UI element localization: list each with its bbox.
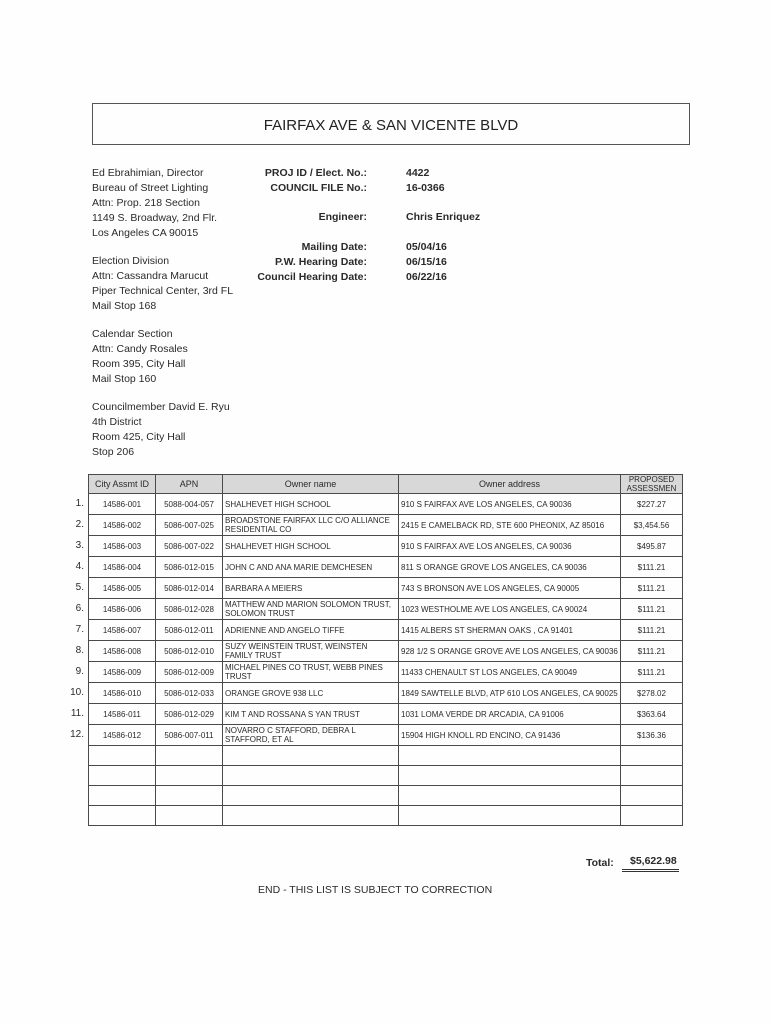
- pw-hearing-label: P.W. Hearing Date:: [275, 256, 367, 268]
- council-hearing-label: Council Hearing Date:: [257, 271, 367, 283]
- cell-apn: 5086-012-009: [156, 662, 223, 683]
- address-line: Room 395, City Hall: [92, 358, 186, 370]
- cell-owner-name: NOVARRO C STAFFORD, DEBRA L STAFFORD, ET AL: [223, 725, 399, 746]
- empty-cell: [223, 766, 399, 786]
- address-line: Councilmember David E. Ryu: [92, 401, 230, 413]
- cell-owner-name: BROADSTONE FAIRFAX LLC C/O ALLIANCE RESIDENTIAL CO: [223, 515, 399, 536]
- cell-city-assmt-id: 14586-002: [89, 515, 156, 536]
- cell-owner-address: 910 S FAIRFAX AVE LOS ANGELES, CA 90036: [399, 536, 621, 557]
- table-row: [89, 515, 683, 536]
- address-line: Los Angeles CA 90015: [92, 227, 199, 239]
- cell-proposed-assessment: $111.21: [621, 641, 683, 662]
- cell-owner-address: 1023 WESTHOLME AVE LOS ANGELES, CA 90024: [399, 599, 621, 620]
- empty-cell: [621, 766, 683, 786]
- address-line: Calendar Section: [92, 328, 173, 340]
- empty-cell: [89, 806, 156, 826]
- cell-city-assmt-id: 14586-007: [89, 620, 156, 641]
- project-values-dates: [406, 240, 447, 285]
- empty-cell: [399, 806, 621, 826]
- cell-proposed-assessment: $227.27: [621, 494, 683, 515]
- total-value: $5,622.98: [622, 855, 679, 872]
- empty-cell: [399, 786, 621, 806]
- cell-city-assmt-id: 14586-005: [89, 578, 156, 599]
- table-row: [89, 725, 683, 746]
- address-line: 4th District: [92, 416, 142, 428]
- empty-cell: [621, 746, 683, 766]
- cell-owner-address: 11433 CHENAULT ST LOS ANGELES, CA 90049: [399, 662, 621, 683]
- empty-cell: [89, 766, 156, 786]
- mailing-date-value: 05/04/16: [406, 241, 447, 253]
- row-number: 12.: [70, 729, 84, 740]
- cell-city-assmt-id: 14586-012: [89, 725, 156, 746]
- col-header-owner-name: Owner name: [223, 475, 399, 494]
- cell-city-assmt-id: 14586-011: [89, 704, 156, 725]
- cell-apn: 5086-012-029: [156, 704, 223, 725]
- mailing-date-label: Mailing Date:: [301, 241, 367, 253]
- empty-cell: [89, 786, 156, 806]
- row-number: 4.: [75, 561, 84, 572]
- cell-proposed-assessment: $111.21: [621, 557, 683, 578]
- table-row: [89, 599, 683, 620]
- empty-cell: [399, 766, 621, 786]
- cell-city-assmt-id: 14586-009: [89, 662, 156, 683]
- cell-proposed-assessment: $495.87: [621, 536, 683, 557]
- cell-owner-address: 910 S FAIRFAX AVE LOS ANGELES, CA 90036: [399, 494, 621, 515]
- cell-apn: 5086-012-010: [156, 641, 223, 662]
- table-row: [89, 536, 683, 557]
- address-block-calendar: [92, 327, 188, 387]
- row-number: 11.: [70, 708, 84, 719]
- empty-cell: [89, 746, 156, 766]
- total-label: Total:: [586, 857, 614, 869]
- empty-cell: [223, 746, 399, 766]
- address-line: Mail Stop 168: [92, 300, 157, 312]
- engineer-value: Chris Enriquez: [406, 211, 481, 223]
- empty-cell: [156, 806, 223, 826]
- project-values-top: [406, 166, 445, 196]
- cell-owner-address: 743 S BRONSON AVE LOS ANGELES, CA 90005: [399, 578, 621, 599]
- cell-apn: 5086-012-011: [156, 620, 223, 641]
- cell-owner-address: 2415 E CAMELBACK RD, STE 600 PHEONIX, AZ 85016: [399, 515, 621, 536]
- table-header-row: [89, 475, 683, 494]
- address-block-councilmember: [92, 400, 230, 460]
- council-file-label: COUNCIL FILE No.:: [270, 182, 367, 194]
- col-header-proposed-assessment: PROPOSED ASSESSMEN: [621, 475, 683, 494]
- empty-cell: [156, 746, 223, 766]
- proj-id-value: 4422: [406, 167, 430, 179]
- empty-cell: [156, 766, 223, 786]
- col-header-owner-address: Owner address: [399, 475, 621, 494]
- address-line: Attn: Prop. 218 Section: [92, 197, 200, 209]
- cell-owner-name: MICHAEL PINES CO TRUST, WEBB PINES TRUST: [223, 662, 399, 683]
- row-number: 1.: [75, 498, 84, 509]
- cell-city-assmt-id: 14586-004: [89, 557, 156, 578]
- cell-owner-name: JOHN C AND ANA MARIE DEMCHESEN: [223, 557, 399, 578]
- cell-apn: 5086-012-028: [156, 599, 223, 620]
- address-line: 1149 S. Broadway, 2nd Flr.: [92, 212, 218, 224]
- address-line: Piper Technical Center, 3rd FL: [92, 285, 234, 297]
- address-line: Election Division: [92, 255, 170, 267]
- empty-cell: [399, 746, 621, 766]
- cell-owner-name: SUZY WEINSTEIN TRUST, WEINSTEN FAMILY TRUST: [223, 641, 399, 662]
- row-number: 5.: [75, 582, 84, 593]
- cell-owner-address: 1415 ALBERS ST SHERMAN OAKS , CA 91401: [399, 620, 621, 641]
- empty-cell: [621, 806, 683, 826]
- empty-cell: [223, 806, 399, 826]
- cell-apn: 5086-012-015: [156, 557, 223, 578]
- cell-owner-name: ORANGE GROVE 938 LLC: [223, 683, 399, 704]
- empty-cell: [223, 786, 399, 806]
- table-row: [89, 578, 683, 599]
- row-number: 7.: [75, 624, 84, 635]
- cell-apn: 5086-007-022: [156, 536, 223, 557]
- cell-city-assmt-id: 14586-003: [89, 536, 156, 557]
- cell-proposed-assessment: $363.64: [621, 704, 683, 725]
- cell-city-assmt-id: 14586-006: [89, 599, 156, 620]
- cell-apn: 5086-007-025: [156, 515, 223, 536]
- cell-apn: 5086-007-011: [156, 725, 223, 746]
- address-line: Room 425, City Hall: [92, 431, 186, 443]
- pw-hearing-value: 06/15/16: [406, 256, 447, 268]
- cell-owner-name: KIM T AND ROSSANA S YAN TRUST: [223, 704, 399, 725]
- cell-proposed-assessment: $278.02: [621, 683, 683, 704]
- page-title: FAIRFAX AVE & SAN VICENTE BLVD: [263, 117, 519, 134]
- cell-apn: 5088-004-057: [156, 494, 223, 515]
- cell-owner-address: 1031 LOMA VERDE DR ARCADIA, CA 91006: [399, 704, 621, 725]
- cell-proposed-assessment: $111.21: [621, 620, 683, 641]
- cell-proposed-assessment: $111.21: [621, 599, 683, 620]
- address-line: Ed Ebrahimian, Director: [92, 167, 204, 179]
- assessment-table: [88, 474, 683, 826]
- table-row: [89, 704, 683, 725]
- cell-owner-address: 928 1/2 S ORANGE GROVE AVE LOS ANGELES, CA 90036: [399, 641, 621, 662]
- address-line: Bureau of Street Lighting: [92, 182, 209, 194]
- empty-table-row: [89, 806, 683, 826]
- empty-cell: [156, 786, 223, 806]
- address-line: Attn: Candy Rosales: [92, 343, 188, 355]
- cell-apn: 5086-012-014: [156, 578, 223, 599]
- empty-cell: [621, 786, 683, 806]
- address-line: Stop 206: [92, 446, 135, 458]
- cell-owner-name: SHALHEVET HIGH SCHOOL: [223, 494, 399, 515]
- address-block-election: [92, 254, 233, 314]
- council-hearing-value: 06/22/16: [406, 271, 447, 283]
- row-number: 10.: [70, 687, 84, 698]
- col-header-apn: APN: [156, 475, 223, 494]
- cell-proposed-assessment: $111.21: [621, 662, 683, 683]
- cell-owner-address: 15904 HIGH KNOLL RD ENCINO, CA 91436: [399, 725, 621, 746]
- cell-owner-name: BARBARA A MEIERS: [223, 578, 399, 599]
- cell-apn: 5086-012-033: [156, 683, 223, 704]
- table-row: [89, 641, 683, 662]
- proj-id-label: PROJ ID / Elect. No.:: [264, 167, 367, 179]
- row-number: 2.: [75, 519, 84, 530]
- cell-owner-address: 811 S ORANGE GROVE LOS ANGELES, CA 90036: [399, 557, 621, 578]
- address-block-lighting: [92, 166, 217, 241]
- empty-table-row: [89, 746, 683, 766]
- cell-city-assmt-id: 14586-010: [89, 683, 156, 704]
- table-row: [89, 620, 683, 641]
- table-row: [89, 683, 683, 704]
- cell-owner-address: 1849 SAWTELLE BLVD, ATP 610 LOS ANGELES, CA 90025: [399, 683, 621, 704]
- engineer-label: Engineer:: [318, 211, 367, 223]
- row-number: 9.: [75, 666, 84, 677]
- table-row: [89, 557, 683, 578]
- cell-owner-name: SHALHEVET HIGH SCHOOL: [223, 536, 399, 557]
- council-file-value: 16-0366: [406, 182, 445, 194]
- project-labels-dates: [232, 240, 367, 285]
- table-row: [89, 494, 683, 515]
- title-box: [92, 103, 690, 145]
- address-line: Attn: Cassandra Marucut: [92, 270, 209, 282]
- empty-table-row: [89, 786, 683, 806]
- row-number: 3.: [75, 540, 84, 551]
- cell-city-assmt-id: 14586-008: [89, 641, 156, 662]
- cell-proposed-assessment: $111.21: [621, 578, 683, 599]
- address-line: Mail Stop 160: [92, 373, 157, 385]
- cell-owner-name: ADRIENNE AND ANGELO TIFFE: [223, 620, 399, 641]
- project-labels-top: [232, 166, 367, 196]
- row-number: 6.: [75, 603, 84, 614]
- cell-city-assmt-id: 14586-001: [89, 494, 156, 515]
- cell-proposed-assessment: $3,454.56: [621, 515, 683, 536]
- cell-owner-name: MATTHEW AND MARION SOLOMON TRUST, SOLOMON TRUST: [223, 599, 399, 620]
- col-header-city-assmt-id: City Assmt ID: [89, 475, 156, 494]
- table-row: [89, 662, 683, 683]
- empty-table-row: [89, 766, 683, 786]
- row-number: 8.: [75, 645, 84, 656]
- end-note: END - THIS LIST IS SUBJECT TO CORRECTION: [258, 884, 493, 896]
- cell-proposed-assessment: $136.36: [621, 725, 683, 746]
